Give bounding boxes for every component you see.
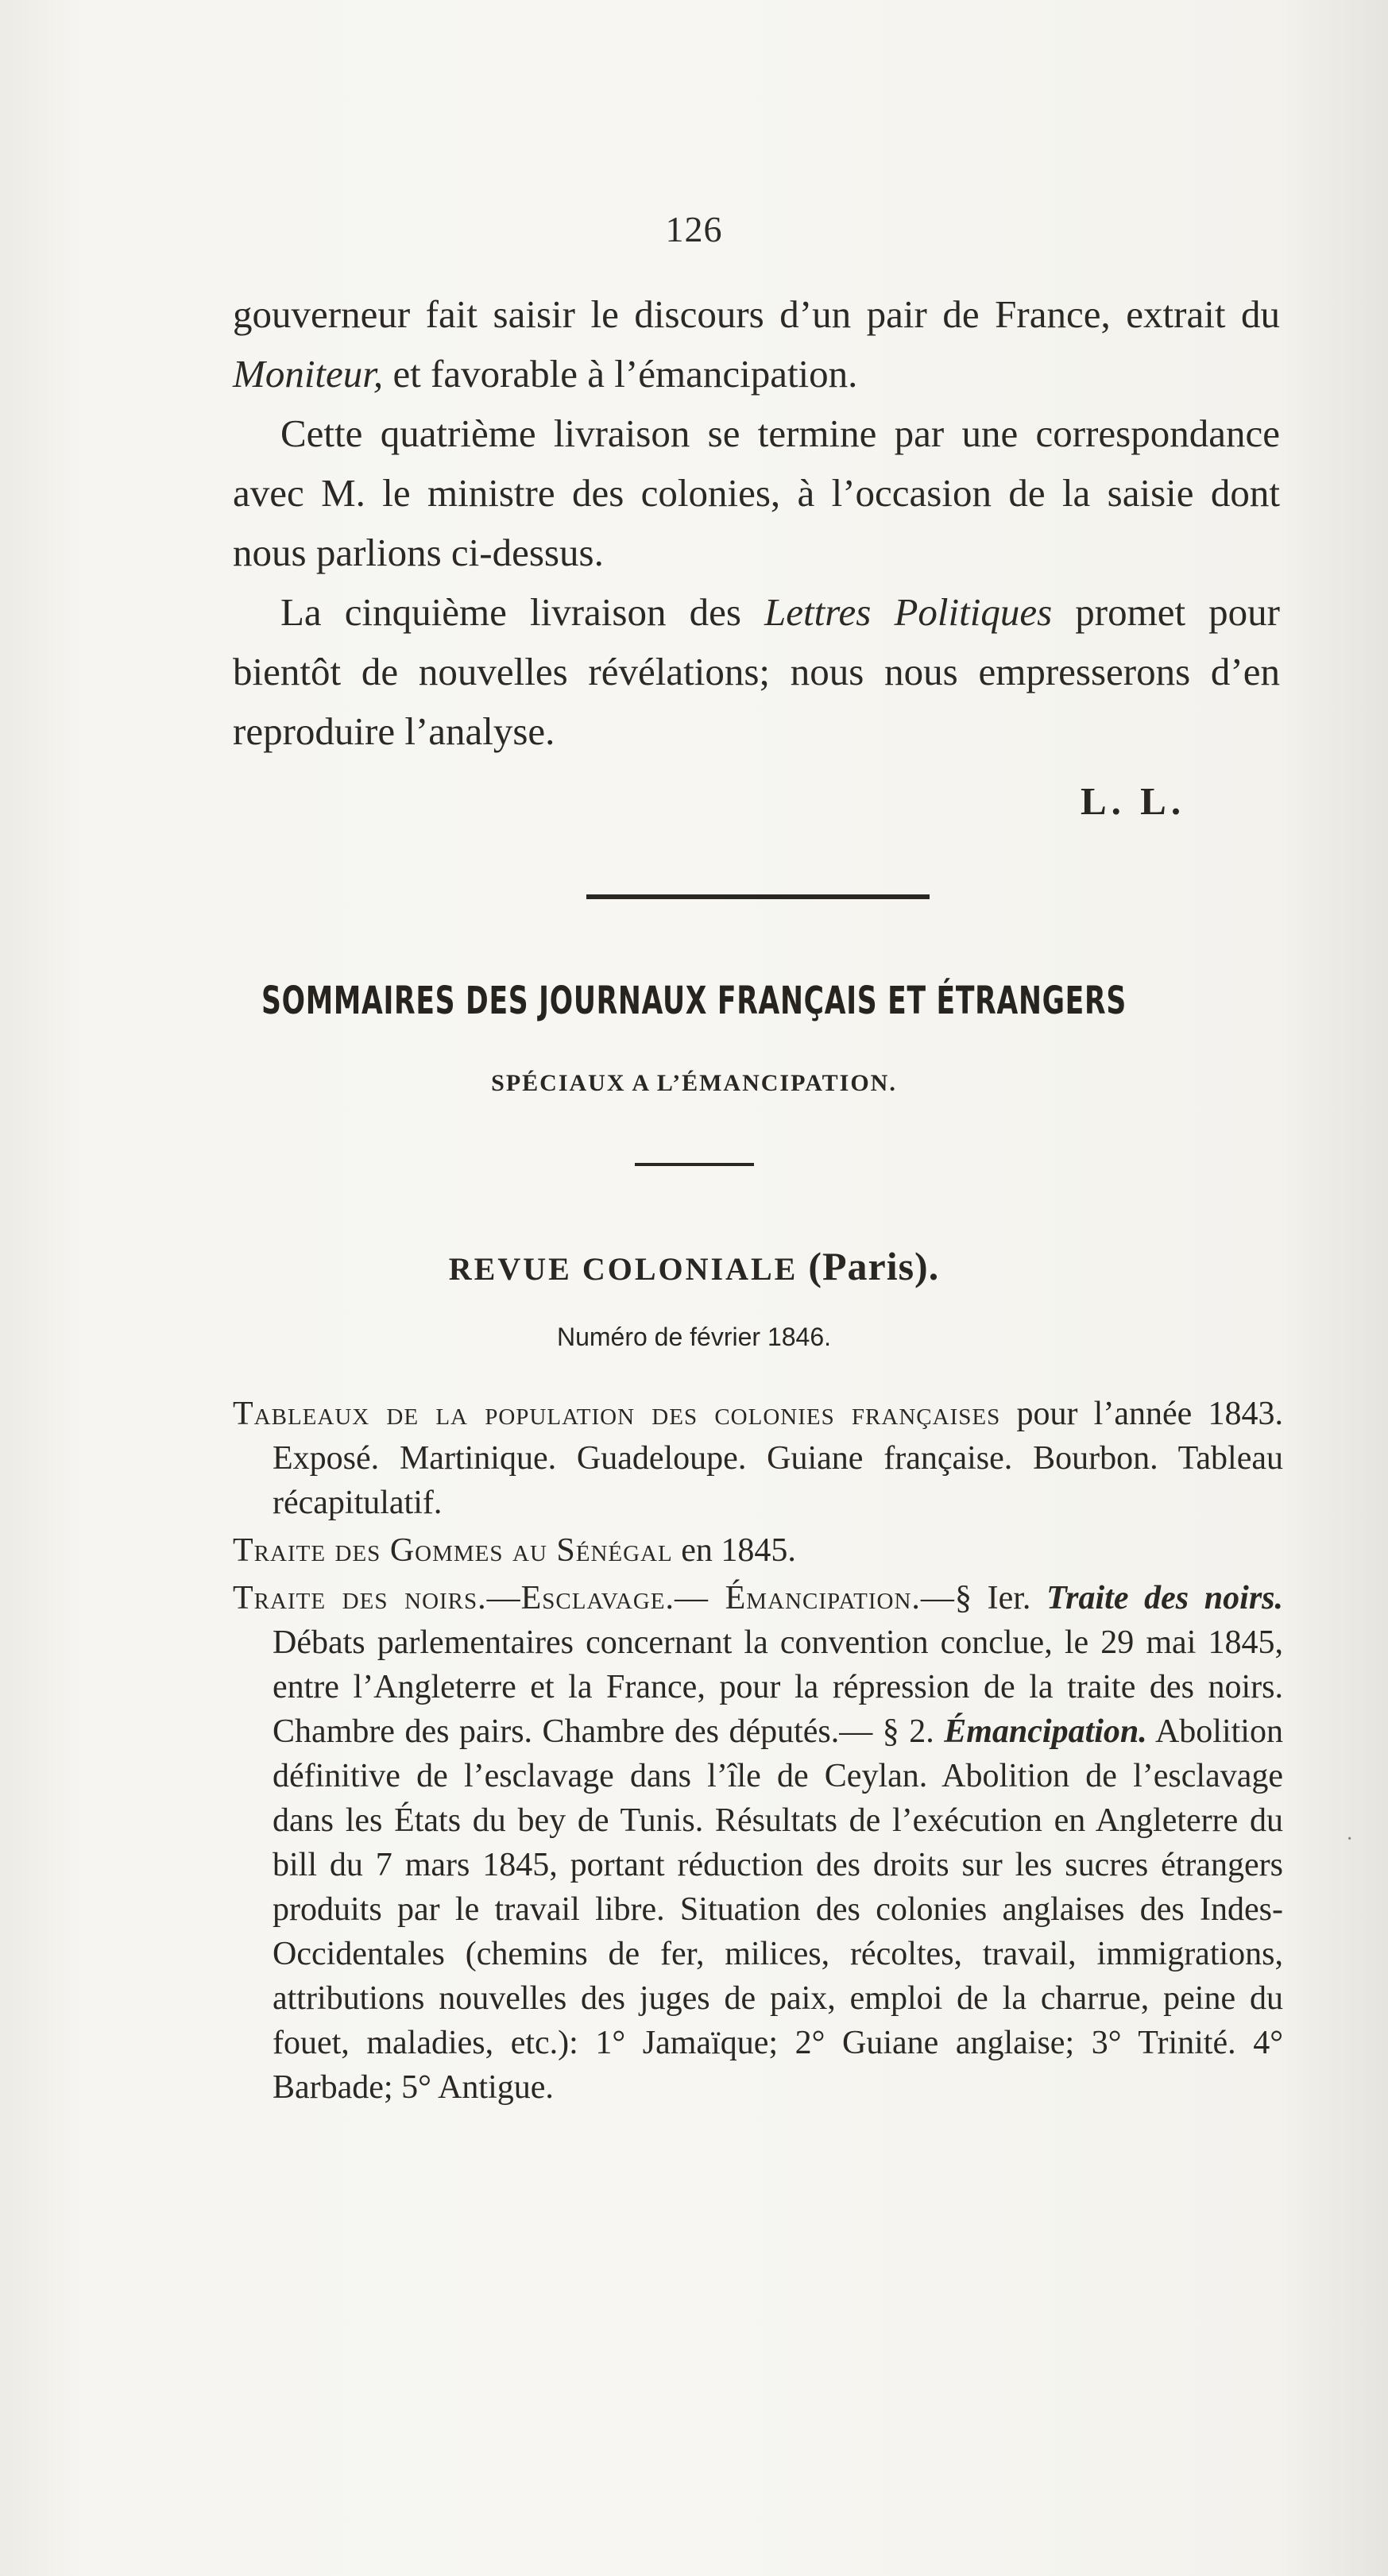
paper-speck: · <box>1346 1827 1354 1852</box>
section-subtitle: SPÉCIAUX A L’ÉMANCIPATION. <box>491 1070 897 1096</box>
intro-text <box>233 284 1280 761</box>
intro-paragraph-1-end: et favorable à l’émancipation. <box>383 352 858 396</box>
entry-traite-section-1-title: Traite des noirs. <box>1046 1580 1284 1616</box>
intro-paragraph-3-end: promet pour bientôt de nouvelles révélations; nous nous empresserons d’en reproduire l’analyse. <box>233 590 1280 753</box>
intro-paragraph-1-text: gouverneur fait saisir le discours d’un pair de France, extrait du <box>233 292 1280 336</box>
journal-place: (Paris). <box>808 1244 940 1288</box>
author-signature: L. L. <box>1081 779 1186 823</box>
entry-traite-section-1: § Ier. <box>954 1580 1047 1616</box>
issue-line: Numéro de février 1846. <box>556 1323 832 1351</box>
entry-gommes <box>233 1528 1283 1573</box>
entry-traite-heading: Traite des noirs.—Esclavage.— Émancipation.— <box>233 1580 955 1616</box>
entry-traite-body: Débats parlementaires concernant la convention conclue, le 29 mai 1845, entre l’Angleterre et la France, pour la répression de la traite des noirs. Chambre des pairs. Chambre des députés.— § 2. <box>273 1624 1283 1750</box>
entry-traite <box>233 1576 1283 2110</box>
entry-population <box>233 1392 1283 1525</box>
entry-population-heading: Tableaux de la population des colonies françaises <box>233 1396 1001 1432</box>
subsection-divider <box>635 1163 754 1166</box>
journal-name: REVUE COLONIALE <box>448 1251 798 1287</box>
intro-paragraph-3-start: La cinquième livraison des <box>280 590 765 634</box>
entry-traite-section-2-title: Émancipation. <box>944 1713 1147 1750</box>
intro-paragraph-1 <box>233 284 1280 404</box>
lettres-politiques-title: Lettres Politiques <box>764 590 1053 634</box>
entry-traite-body-2: Abolition définitive de l’esclavage dans l’île de Ceylan. Abolition de l’esclavage dans les États du bey de Tunis. Résultats de l’exécution en Angleterre du bill du 7 mars 1845, portant réduction des droits sur les sucres étrangers produits par le travail libre. Situation des colonies anglaises des Indes-Occidentales (chemins de fer, milices, récoltes, travail, immigrations, attributions nouvelles des juges de paix, emploi de la charrue, peine du fouet, maladies, etc.): 1° Jamaïque; 2° Guiane anglaise; 3° Trinité. 4° Barbade; 5° Antigue. <box>273 1713 1283 2106</box>
entry-population-body: pour l’année 1843. Exposé. Martinique. Guadeloupe. Guiane française. Bourbon. Tableau récapitulatif. <box>273 1396 1283 1521</box>
intro-paragraph-3 <box>233 582 1280 761</box>
journal-heading <box>0 1243 1388 1289</box>
intro-paragraph-2: Cette quatrième livraison se termine par une correspondance avec M. le ministre des colonies, à l’occasion de la saisie dont nous parlions ci-dessus. <box>233 411 1280 574</box>
section-divider <box>586 894 930 899</box>
moniteur-title: Moniteur, <box>233 352 384 396</box>
page-number: 126 <box>665 209 723 249</box>
summary-entries <box>233 1392 1283 2113</box>
entry-gommes-heading: Traite des Gommes au Sénégal <box>233 1532 673 1569</box>
section-title: SOMMAIRES DES JOURNAUX FRANÇAIS ET ÉTRANGERS <box>261 979 1127 1023</box>
entry-gommes-body: en 1845. <box>672 1532 796 1569</box>
